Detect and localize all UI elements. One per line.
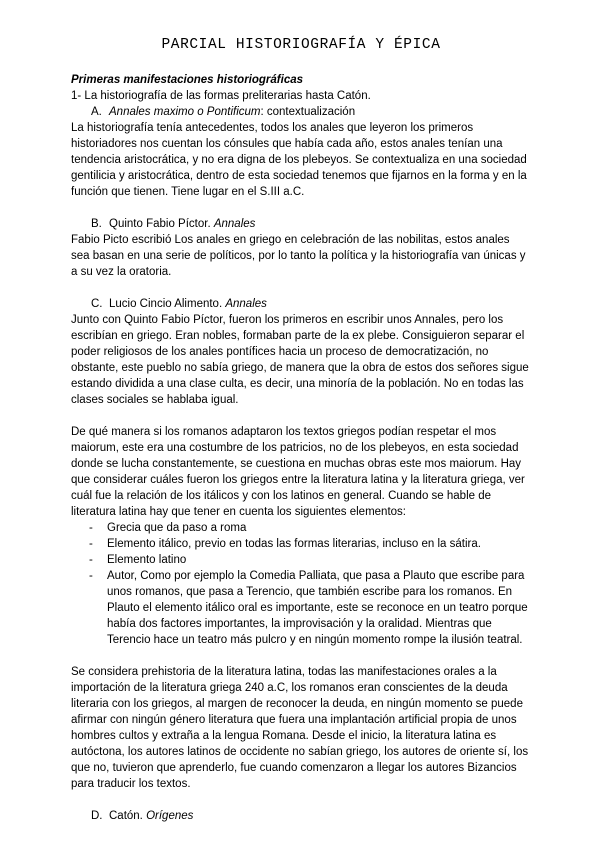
- subsection-b-heading: [71, 216, 531, 232]
- list-item: - Elemento latino: [71, 552, 531, 568]
- paragraph-romans: De qué manera si los romanos adaptaron los textos griegos podían respetar el mos maiorum, este era una costumbre de los patricios, no de los plebeyos, en esta sociedad donde se lucha constantemente, se cuestiona en muchas obras este mos maiorum. Hay que considerar cuáles fueron los griegos entre la literatura latina y la literatura griega, ver cuál fue la relación de los itálicos y con los latinos en general. Cuando se hable de literatura latina hay que tener en cuenta los siguientes elementos:: [71, 426, 525, 518]
- subsection-c-title: Lucio Cincio Alimento.: [109, 298, 226, 310]
- subsection-d-title: Catón.: [109, 810, 147, 822]
- page-title: PARCIAL HISTORIOGRAFÍA Y ÉPICA: [161, 37, 441, 53]
- subsection-a-title: Annales maximo o Pontificum: [109, 106, 261, 118]
- subsection-d-italic-title: Orígenes: [146, 810, 194, 822]
- subsection-c-letter: C.: [91, 298, 103, 310]
- subsection-b-italic-title: Annales: [213, 218, 256, 230]
- intro-line: 1- La historiografía de las formas preliterarias hasta Catón.: [71, 90, 371, 102]
- subsection-a-letter: A.: [91, 106, 102, 118]
- subsection-a-suffix: : contextualización: [260, 106, 356, 118]
- elements-list: [71, 520, 531, 648]
- subsection-a-heading: [71, 104, 531, 120]
- list-item: - Elemento itálico, previo en todas las formas literarias, incluso en la sátira.: [71, 536, 531, 552]
- subsection-d-heading: [71, 808, 531, 824]
- paragraph-prehistory: Se considera prehistoria de la literatura latina, todas las manifestaciones orales a la importación de la literatura griega 240 a.C, los romanos eran conscientes de la deuda literaria con los griegos, al margen de reconocer la deuda, en ningún momento se puede afirmar con ningún género literatura que fuera una implantación artificial propia de unos hombres cultos y extraña a la lengua Romana. Desde el inicio, la literatura latina es autóctona, los autores latinos de occidente no sabían griego, los autores de oriente sí, los que no, tuvieron que aprenderlo, fue cuando comenzaron a llegar los autores Bizancios para traducir los textos.: [71, 666, 529, 790]
- list-item: - Autor, Como por ejemplo la Comedia Palliata, que pasa a Plauto que escribe para unos romanos, que pasa a Terencio, que también escribe para los romanos. En Plauto el elemento itálico oral es importante, este se reconoce en un teatro porque había dos factores importantes, la improvisación y la oralidad. Mientras que Terencio hace un teatro más pulcro y en ningún momento rompe la ilusión teatral.: [71, 568, 531, 648]
- subsection-b-letter: B.: [91, 218, 102, 230]
- section-heading: Primeras manifestaciones historiográficas: [71, 74, 304, 86]
- subsection-a-body: La historiografía tenía antecedentes, todos los anales que leyeron los primeros historiadores nos cuentan los cónsules que había cada año, estos anales tenían una tendencia aristocrática, y no era digna de los plebeyos. Se contextualiza en una sociedad gentilicia y aristocrática, dentro de esta sociedad tenemos que fijarnos en la forma y en la función que tienen. Tiene lugar en el S.III a.C.: [71, 122, 527, 198]
- subsection-d-letter: D.: [91, 810, 103, 822]
- document-page: [71, 36, 531, 824]
- subsection-c-heading: [71, 296, 531, 312]
- subsection-c-italic-title: Annales: [225, 298, 267, 310]
- subsection-b-body: Fabio Picto escribió Los anales en griego en celebración de las nobilitas, estos anales sea basan en una serie de políticos, por lo tanto la política y la historiografía van únicas y a su vez la oratoria.: [71, 234, 526, 278]
- subsection-c-body: Junto con Quinto Fabio Píctor, fueron los primeros en escribir unos Annales, pero los escribían en griego. Eran nobles, formaban parte de la ex plebe. Consiguieron separar el poder religiosos de los anales pontífices hacia un proceso de democratización, no obstante, este pueblo no sabía griego, de manera que la obra de estos dos señores sigue estando dividida a una clase culta, es decir, una minoría de la población. No en todas las clases sociales se hablaba igual.: [71, 314, 529, 406]
- list-item: - Grecia que da paso a roma: [71, 520, 531, 536]
- subsection-b-title: Quinto Fabio Píctor.: [109, 218, 214, 230]
